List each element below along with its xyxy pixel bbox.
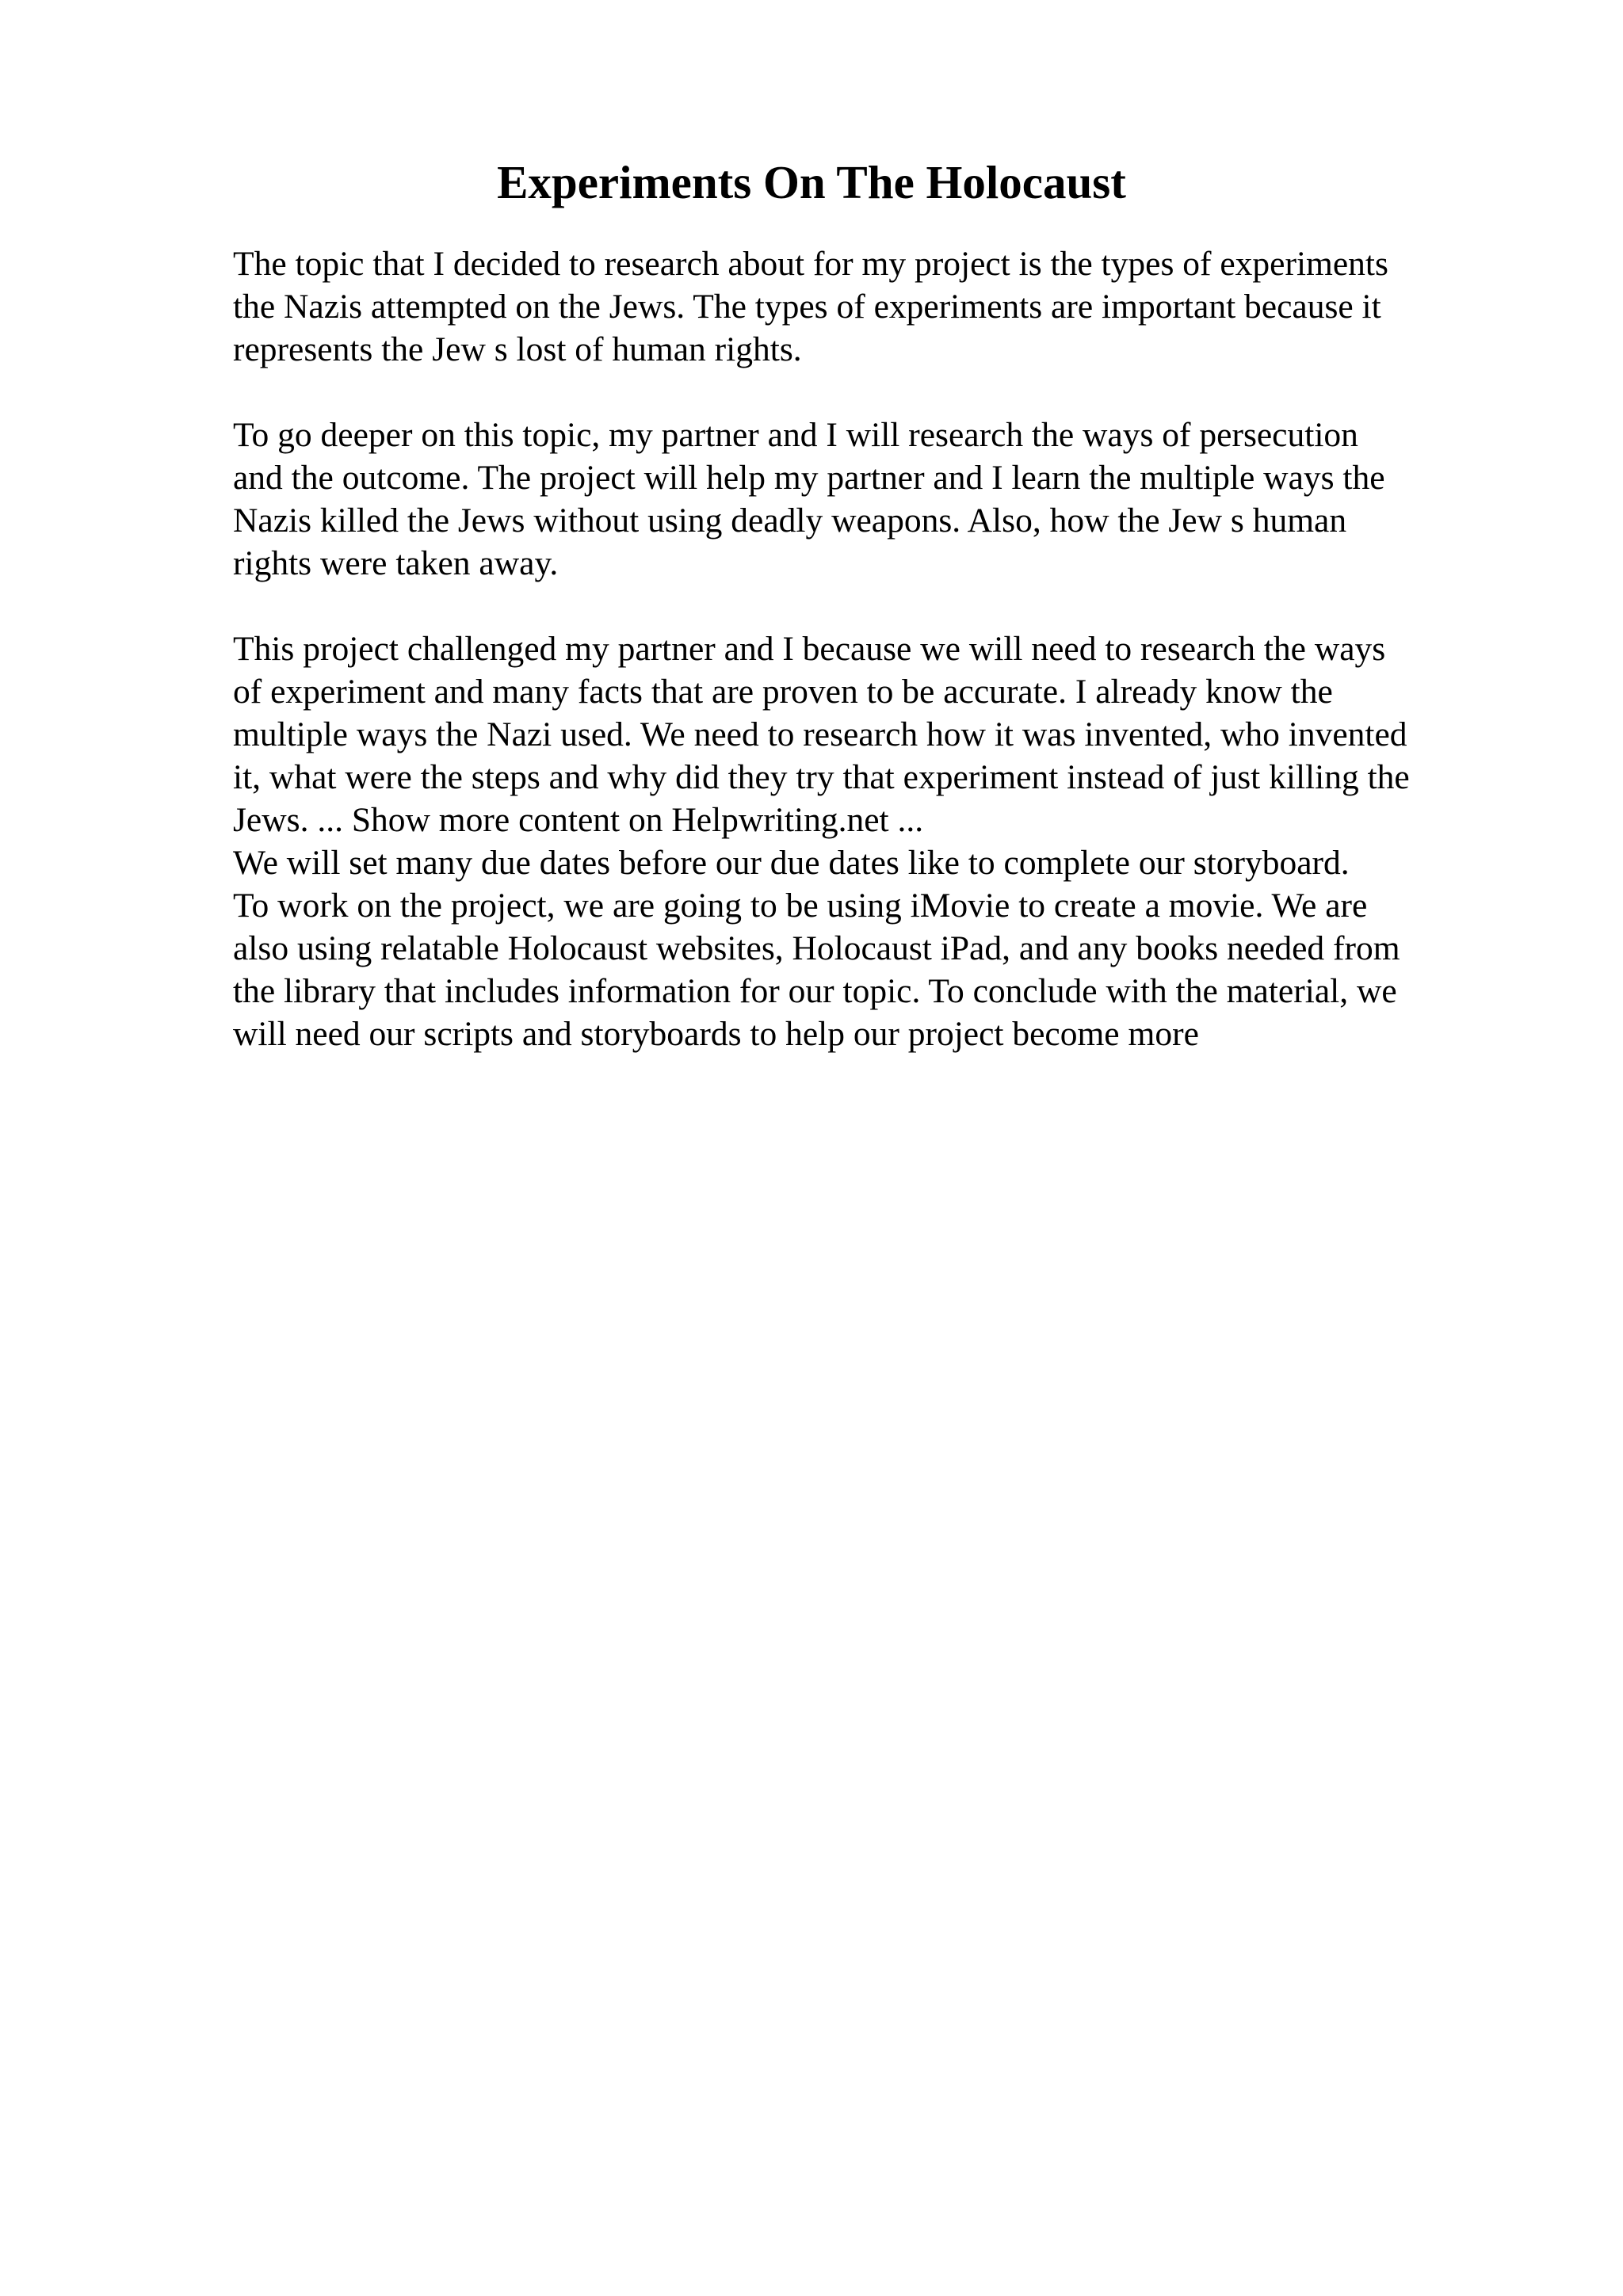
text-line: multiple ways the Nazi used. We need to research how it was invented, who invented (233, 715, 1407, 753)
paragraph-3 (233, 627, 1533, 1055)
document-title: Experiments On The Holocaust (497, 156, 1126, 208)
document-body (233, 242, 1533, 1055)
text-line: it, what were the steps and why did they try that experiment instead of just killing the (233, 758, 1410, 796)
paragraph-spacer (233, 585, 1533, 627)
text-line: To work on the project, we are going to be using iMovie to create a movie. We are (233, 887, 1368, 925)
text-line: This project challenged my partner and I because we will need to research the ways (233, 630, 1386, 668)
paragraph-spacer (233, 371, 1533, 414)
text-line: and the outcome. The project will help my partner and I learn the multiple ways the (233, 459, 1385, 497)
text-line: Jews. ... Show more content on Helpwriting.net ... (233, 801, 924, 839)
text-line: We will set many due dates before our due dates like to complete our storyboard. (233, 844, 1350, 882)
text-line: the library that includes information for our topic. To conclude with the material, we (233, 972, 1397, 1010)
text-line: of experiment and many facts that are proven to be accurate. I already know the (233, 673, 1333, 711)
text-line: Nazis killed the Jews without using deadly weapons. Also, how the Jew s human (233, 502, 1347, 540)
paragraph-1 (233, 242, 1533, 371)
text-line: To go deeper on this topic, my partner and I will research the ways of persecution (233, 416, 1358, 454)
text-line: The topic that I decided to research about for my project is the types of experiments (233, 245, 1388, 283)
text-line: the Nazis attempted on the Jews. The types of experiments are important because it (233, 288, 1381, 326)
paragraph-2 (233, 414, 1533, 585)
text-line: will need our scripts and storyboards to help our project become more (233, 1015, 1199, 1053)
text-line: also using relatable Holocaust websites, Holocaust iPad, and any books needed from (233, 929, 1400, 967)
text-line: represents the Jew s lost of human rights. (233, 330, 802, 368)
text-line: rights were taken away. (233, 544, 559, 582)
